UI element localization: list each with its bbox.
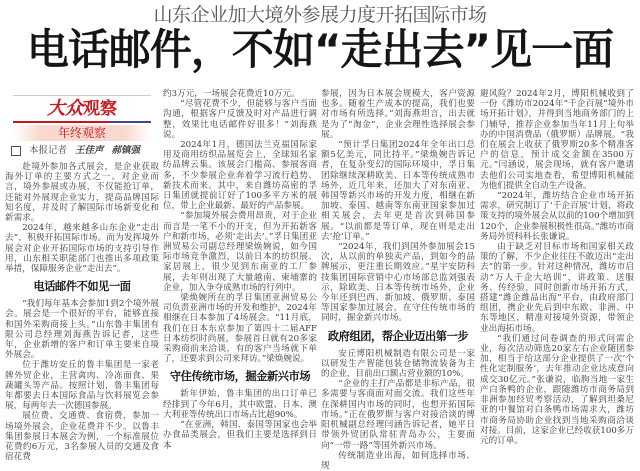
article-subtitle: 山东企业加大境外参展力度开拓国际市场: [153, 4, 487, 26]
article-paragraph: “我们每年基本会参加1到2个境外展会。展会是一个很好的平台，能够直接和国外采购商接上头。”山东鲁丰集团有限公司总经理刘海燕告诉记者，这些年，企业新增的客户和订单主要来自境外展会。: [5, 299, 159, 361]
article-paragraph: 新年伊始，鲁丰集团的出口订单已经排到了今年6月，其中欧盟、日本、澳大利亚等传统出口市场占比超90%。: [163, 389, 317, 420]
article-paragraph: “企业的主打产品都是非标产品，很多需要与客商面对面交流。我们这些年在深耕国内市场的同时，也想开拓国际市场。”正在俄罗斯与客户对接洽谈的博阳机械副总经理闫涵告诉记者，她平日带领外贸团队常驻青岛办公，主要面向“一带一路”等国外新兴市场。: [321, 379, 475, 451]
byline-label: 本报记者: [29, 145, 68, 156]
section-subheading: 政府组团，帮企业迈出第一步: [327, 329, 469, 343]
column-logo: [13, 95, 151, 141]
article-paragraph: 梁焕婉所在的孚日集团亚洲贸易公司负责亚洲市场的开发和维护，2024年相继在日本参加了4场展会。“11月底，我们在日本东京参加了第四十二届AFF日本纺织时尚展，参展首日就有20多家采购商前来洽谈，有的客户当场就下单了，还要求到公司来拜访。”梁焕婉说。: [163, 293, 317, 365]
article-paragraph: “我们通过问卷调查的形式问需企业，每次活动筛选20家左右企业随团参加，相当于给这部分企业提供了一次‘个性化定制服务’，去年推动企业达成意向成交30亿元。”张谦说，临朐当地一家生产白条鸭的企业，跟随潍坊市商务局到非洲参加经贸考察活动，了解到坦桑尼亚的中餐馆对白条鸭市场需求大，潍坊市商务局协助企业找到当地采购商洽谈对接。目前，这家企业已经收获100多万元的订单。: [480, 333, 634, 446]
byline-box-icon: [11, 146, 21, 156]
article-paragraph: “2024年，潍坊结合企业市场开拓需求，研究制订了‘千企百展’计划，将政策支持的境外展会从以前的100个增加到120个，企业参展积极性很高。”潍坊市商务局外贸科科长张谦说。: [480, 191, 634, 242]
article-paragraph: “尽管花费不少，但能够与客户当面沟通，根据客户反馈及时对产品进行调整，效果比电话邮件好很多！”刘海燕说。: [163, 99, 317, 140]
article-paragraph: “在亚洲，韩国、泰国等国家也会举办食品类展会，但我们主要是选择到日本: [163, 420, 317, 451]
article-paragraph: “2024年，我们到国外参加展会15次，从以前的单独卖产品，到如今的品牌展示，更注重长期效应。”星宇安防科技集团国际营销中心市场部总监刘强表示，除欧美、日本等传统市场外，企业今年还到巴西、新加坡、俄罗斯、泰国等国家参加过展会，在守住传统市场的同时，掘金新兴市场。: [321, 242, 475, 324]
section-subheading: 电话邮件不如见一面: [33, 280, 131, 294]
article-column-4: [480, 89, 634, 446]
article-paragraph: 安丘博阳机械制造有限公司是一家以研发生产智能包装仓储物流装备为主的企业，目前出口额占营业额的10%。: [321, 348, 475, 380]
byline-author: 王佳声: [75, 145, 104, 156]
article-paragraph: 参展，因为日本展会规模大，客户资源也多。随着生产成本的提高，我们也要对市场有所选择。”刘海燕坦言，出去就是为了“淘金”，企业会理性选择展会参展。: [321, 89, 475, 140]
article-column-1: [5, 89, 159, 462]
byline-author: 郝镇强: [111, 145, 141, 156]
logo-brand-suffix: 观察: [83, 99, 117, 119]
article-paragraph: 传统制造业出海，如何选择市场、规: [321, 450, 475, 471]
article-paragraph: 2024年，越来越多山东企业“走出去”，积极开拓国际市场。而为发挥境外展会对企业开拓国际市场的支持引导作用，山东相关职能部门也推出多项政策举措，保障服务企业“走出去”。: [5, 223, 159, 275]
logo-divider: [13, 121, 151, 123]
article-paragraph: 2024年1月，德国法兰克福国际家用及商用纺织品展览会上，全球知名家纺品牌云集。该展会门槛高、参展客商多，不少参展企业奔着学习流行趋势、新技术而来。其中，来自潍坊高密的孚日集团就提前订好了100多平方米的展位，带上企业最新、最好的产品参展。: [163, 140, 317, 212]
logo-title: [13, 96, 151, 119]
logo-band: 年终观察: [13, 125, 151, 141]
article-column-2: [163, 89, 317, 451]
article-paragraph: 位于潍坊安丘的鲁丰集团是一家老牌外贸企业，主营禽肉、冷冻面食、果蔬罐头等产品。按照计划，鲁丰集团每年都要去日本国际食品与饮料展览会参展，每两年去一次德国参展。: [5, 360, 159, 412]
article-paragraph: “预计孚日集团2024年全年出口总额5亿美元，同比持平。”梁焕婉告诉记者，在复杂变幻的国际环境中，孚日集团除继续深耕欧美、日本等传统成熟市场外，近几年来，还加大了对东南亚、韩国等新兴市场的开发力度，相继在新加坡、泰国、越南等东南亚国家参加过相关展会，去年更是首次到韩国参展。“以前都是等订单，现在则是走出去‘抢’订单。”: [321, 140, 475, 242]
article-column-3: [321, 89, 475, 471]
article-paragraph: 避风险？2024年2月，博阳机械收到了一份《潍坊市2024年“千企百展”境外市场开拓计划》，并得到当地商务部门的上门辅导，推荐企业参加当年11月上旬举办的中国消费品（俄罗斯）品牌展。“我们在展会上收获了俄罗斯20多个精准客户的信息，预计成交金额在3500万元。”闫涵说，展会现场，就有客户邀请去他们公司实地查看，希望博阳机械能为他们提供全自动生产设备。: [480, 89, 634, 191]
article-paragraph: 由于缺乏对目标市场和国家相关政策的了解，不少企业往往不敢迈出“走出去”的第一步。针对这种情况，潍坊市启动“万人千企大培训”，讲政策、送服务、传经验，同时创新市场开拓方式，搭建“潍企潍品出海”平台，由政府部门组团，携企业先后到中东欧、非洲、中东等地区，精准对接境外资源，带领企业出海拓市场。: [480, 242, 634, 334]
article-paragraph: 约3万元，一场展会花费近10万元。: [163, 89, 300, 99]
article-headline: 电话邮件，不如“走出去”见一面: [26, 25, 614, 74]
section-subheading: 守住传统市场，掘金新兴市场: [169, 370, 311, 384]
article-paragraph: 赴境外参加各式展会，是企业获取海外订单的主要方式之一。对企业而言，境外参展或办展，不仅能抢订单，还能对外展现企业实力，提高品牌国际知名度，并及时了解国际市场新变化和新需求。: [5, 162, 159, 224]
byline: [11, 144, 159, 157]
article-paragraph: 展位费、交通费、食宿费，参加一场境外展会，企业花费并不少。以鲁丰集团参展日本展会为例，一个标准展位花费约6万元，3名参展人员的交通及食宿花费: [5, 411, 159, 463]
article-paragraph: “参加境外展会费用昂贵，对于企业而言是一笔不小的开支，但为开拓新客户和新市场，必须‘走出去’。”孚日集团亚洲贸易公司副总经理梁焕婉说，如今国际市场竞争激烈，以前日本的纺织展、家居展上，很少见到东南亚的工厂参展，去年则出现了大量越南、柬埔寨的企业，加入争夺成熟市场的行列中。: [163, 211, 317, 293]
logo-brand-brush: 大众: [47, 98, 83, 119]
